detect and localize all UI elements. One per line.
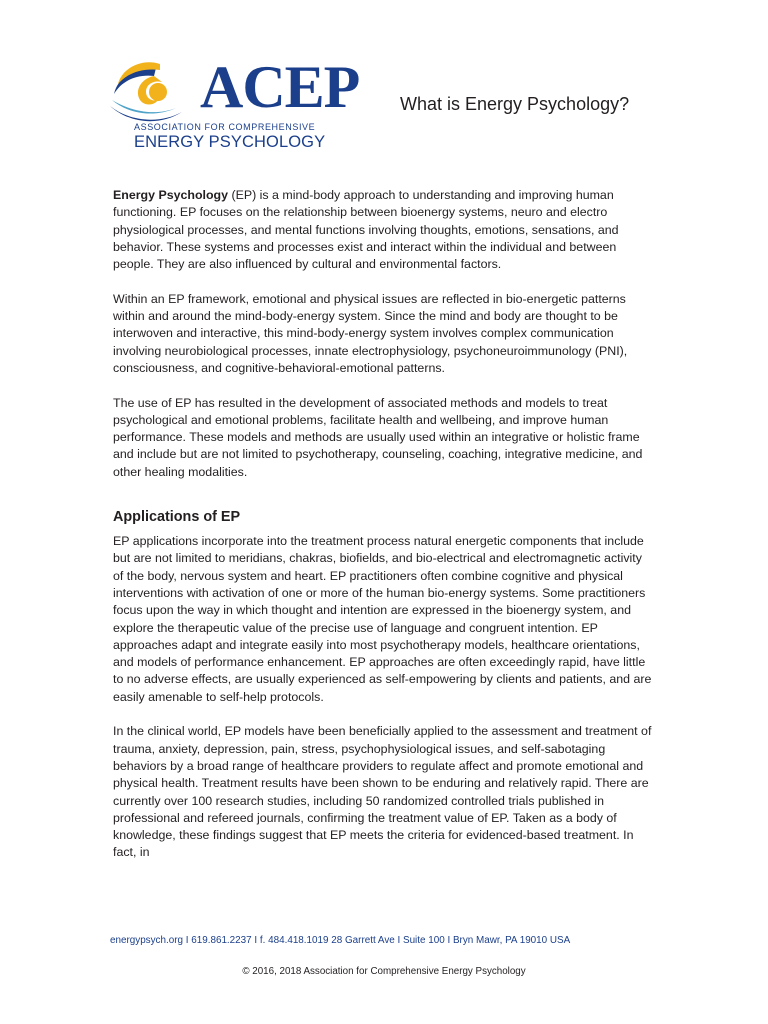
acep-swirl-icon — [108, 56, 203, 126]
section-heading-applications: Applications of EP — [113, 509, 241, 526]
intro-lead-term: Energy Psychology — [113, 188, 228, 202]
document-body — [113, 187, 653, 862]
footer-contact: energypsych.org I 619.861.2237 I f. 484.418.1019 28 Garrett Ave I Suite 100 I Bryn Mawr, PA 19010 USA — [110, 935, 571, 946]
paragraph-framework: Within an EP framework, emotional and physical issues are reflected in bio-energetic patterns within and around the mind-body-energy system. Since the mind and body are thought to be interwoven and interactive, this mind-body-energy system involves complex communication involving neurobiological processes, innate electrophysiology, psychoneuroimmunology (PNI), consciousness, and cognitive-behavioral-emotional patterns. — [113, 291, 628, 375]
paragraph-clinical: In the clinical world, EP models have been beneficially applied to the assessment and treatment of trauma, anxiety, depression, pain, stress, psychophysiological issues, and self-sabotaging behaviors by a broad range of healthcare providers to regulate affect and promote emotional and physical health. Treatment results have been shown to be enduring and relatively rapid. There are currently over 100 research studies, including 50 randomized controlled trials published in professional and refereed journals, confirming the treatment value of EP. Taken as a body of knowledge, these findings suggest that EP meets the criteria for evidenced-based treatment. In fact, in — [113, 724, 652, 860]
footer-copyright: © 2016, 2018 Association for Comprehensive Energy Psychology — [242, 966, 526, 977]
logo-wordmark: ACEP — [200, 54, 360, 120]
logo-subtitle-line1: ASSOCIATION FOR COMPREHENSIVE — [134, 122, 316, 132]
document-title: What is Energy Psychology? — [400, 94, 630, 114]
paragraph-applications: EP applications incorporate into the treatment process natural energetic components that include but are not limited to meridians, chakras, biofields, and bio-electrical and electromagnetic activity of the body, nervous system and heart. EP practitioners often combine cognitive and physical interventions with activation of one or more of the human bio-energy systems. Some practitioners focus upon the way in which thought and intention are expressed in the bioenergy system, and explore the therapeutic value of the precise use of language and congruent intention. EP approaches adapt and integrate easily into most psychotherapy models, healthcare orientations, and models of performance enhancement. EP approaches are often exceedingly rapid, have little to no adverse effects, are usually experienced as self-empowering by clients and patients, and are easily amenable to self-help protocols. — [113, 534, 652, 704]
paragraph-methods: The use of EP has resulted in the development of associated methods and models to treat psychological and emotional problems, facilitate health and wellbeing, and improve human performance. These models and methods are usually used within an integrative or holistic frame and include but are not limited to psychotherapy, counseling, coaching, integrative medicine, and other healing modalities. — [113, 395, 643, 479]
logo-subtitle-line2: ENERGY PSYCHOLOGY — [134, 133, 326, 151]
acep-logo — [108, 54, 360, 152]
intro-paragraph-text: (EP) is a mind-body approach to understanding and improving human functioning. EP focuses on the relationship between bioenergy systems, neuro and electro physiological processes, and mental functions involving thoughts, emotions, sensations, and behavior. These systems and processes exist and interact within the individual and between people. They are also influenced by cultural and environmental factors. — [113, 188, 619, 272]
intro-paragraph — [113, 187, 653, 273]
